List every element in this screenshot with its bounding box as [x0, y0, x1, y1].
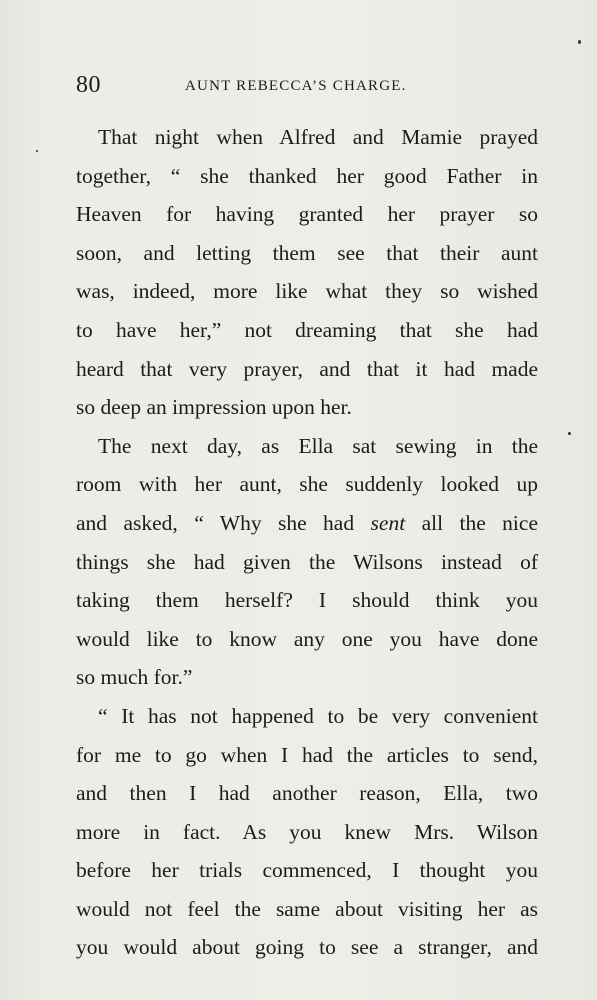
text-line: was, indeed, more like what they so wished [76, 279, 538, 304]
text-line: to have her,” not dreaming that she had [76, 317, 538, 342]
text-line: “ It has not happened to be very convenient [98, 703, 538, 728]
text-line: would not feel the same about visiting her as [76, 896, 538, 921]
text-line: so much for.” [76, 665, 193, 690]
ink-speck [568, 432, 571, 435]
page-number: 80 [76, 72, 101, 98]
text-line: and then I had another reason, Ella, two [76, 781, 538, 806]
page-header [76, 72, 540, 102]
text-line: together, “ she thanked her good Father in [76, 163, 538, 188]
running-title: AUNT REBECCA’S CHARGE. [185, 78, 407, 94]
ink-speck [578, 40, 581, 44]
text-line: and asked, “ Why she had sent all the nice [76, 510, 538, 535]
text-line: heard that very prayer, and that it had made [76, 356, 538, 381]
text-line: The next day, as Ella sat sewing in the [98, 433, 538, 458]
text-line: so deep an impression upon her. [76, 395, 352, 420]
text-line: would like to know any one you have done [76, 626, 538, 651]
text-line: you would about going to see a stranger, and [76, 935, 538, 960]
text-line: Heaven for having granted her prayer so [76, 202, 538, 227]
ink-speck [36, 150, 38, 152]
text-line: before her trials commenced, I thought you [76, 858, 538, 883]
text-line: room with her aunt, she suddenly looked up [76, 472, 538, 497]
text-line: taking them herself? I should think you [76, 588, 538, 613]
text-line: soon, and letting them see that their aunt [76, 240, 538, 265]
text-line: things she had given the Wilsons instead of [76, 549, 538, 574]
text-line: more in fact. As you knew Mrs. Wilson [76, 819, 538, 844]
text-line: That night when Alfred and Mamie prayed [98, 125, 538, 149]
emphasized-word: sent [370, 510, 406, 535]
text-line: for me to go when I had the articles to send, [76, 742, 538, 767]
body-text [76, 118, 538, 967]
